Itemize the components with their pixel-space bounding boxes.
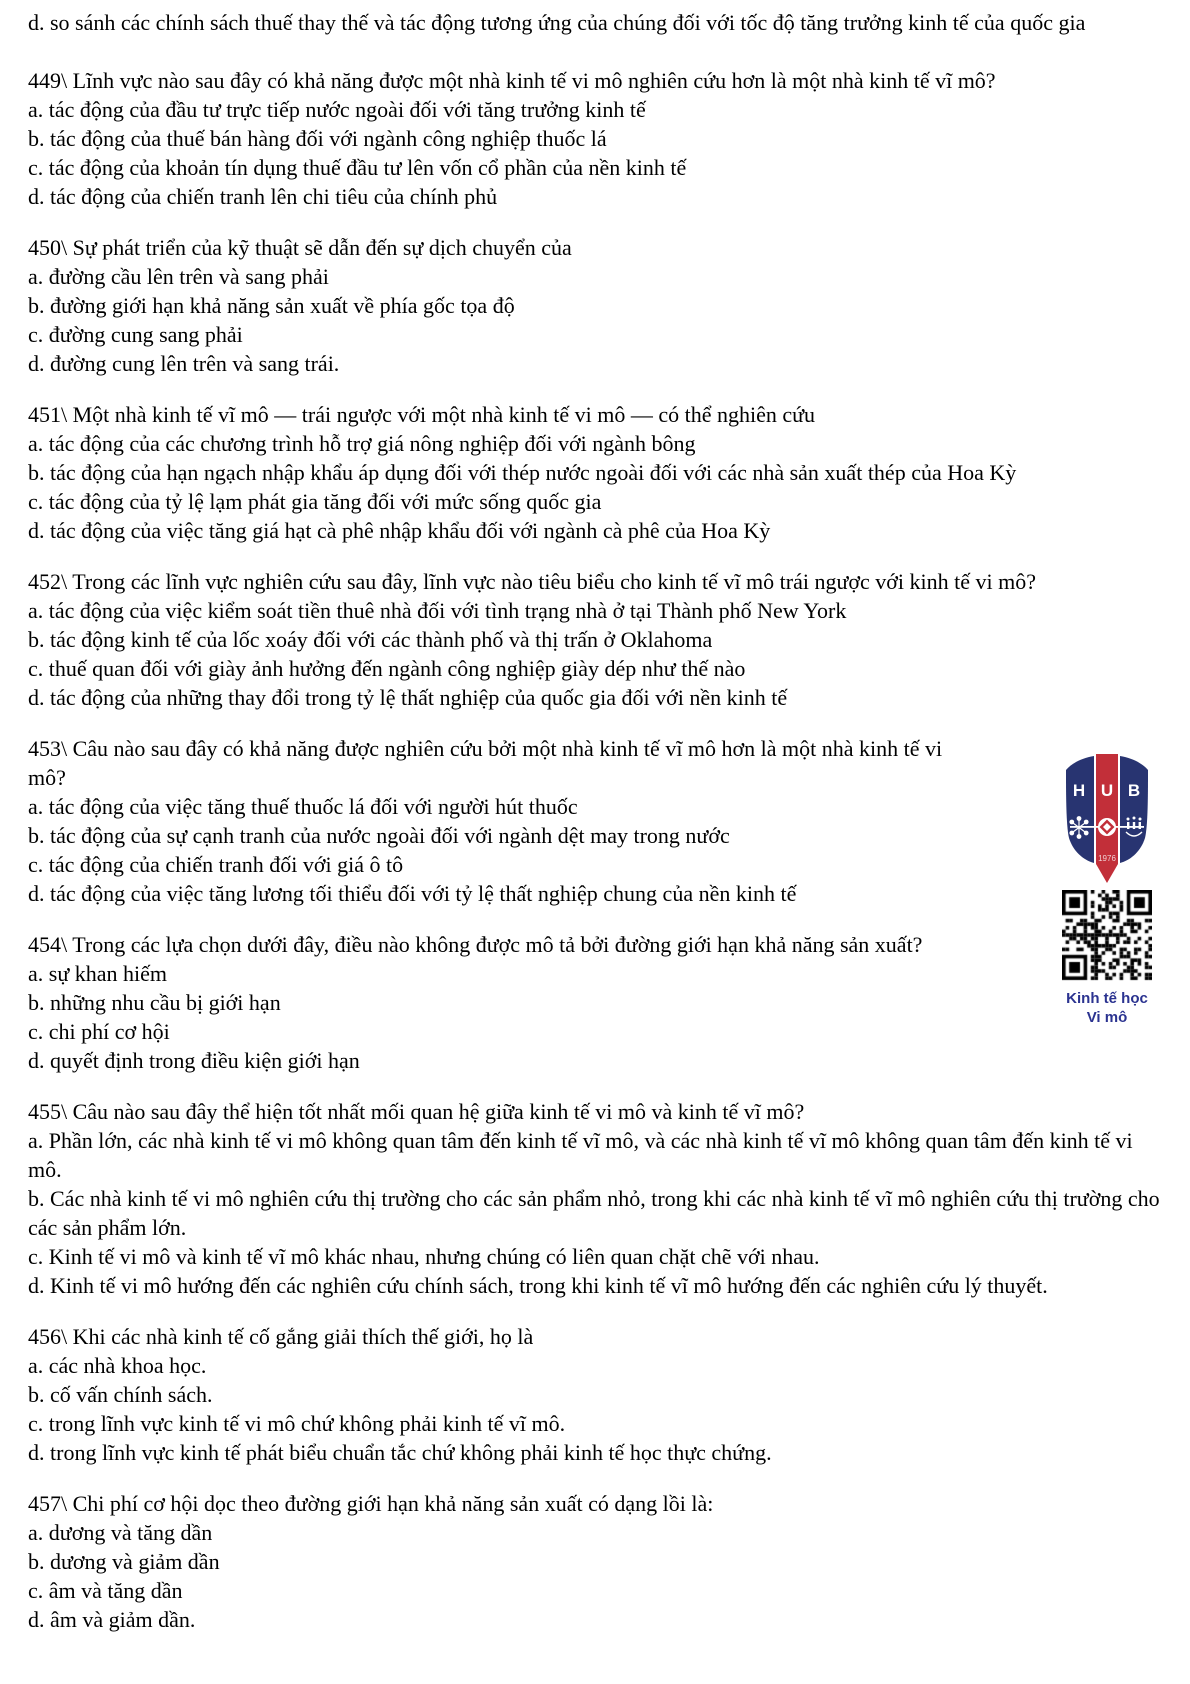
option-c: c. tác động của chiến tranh đối với giá ô tô [28,852,404,877]
question-456 [28,1322,1168,1467]
option-b: b. cố vấn chính sách. [28,1382,213,1407]
logo-letter-h: H [1072,781,1086,800]
option-b: b. tác động của thuế bán hàng đối với ngành công nghiệp thuốc lá [28,126,607,151]
option-c: c. trong lĩnh vực kinh tế vi mô chứ không phải kinh tế vĩ mô. [28,1411,566,1436]
branding-block [1040,750,1174,1027]
qr-caption-line1: Kinh tế học [1066,990,1148,1007]
coin-emblem [1098,818,1116,836]
option-a: a. đường cầu lên trên và sang phải [28,264,329,289]
option-d: d. tác động của việc tăng giá hạt cà phê nhập khẩu đối với ngành cà phê của Hoa Kỳ [28,518,771,543]
option-b: b. tác động của hạn ngạch nhập khẩu áp dụng đối với thép nước ngoài đối với các nhà sản xuất thép của Hoa Kỳ [28,460,1017,485]
option-a: a. sự khan hiếm [28,961,168,986]
logo-letter-b: B [1127,781,1141,800]
option-d: d. quyết định trong điều kiện giới hạn [28,1048,360,1073]
question-text: 452\ Trong các lĩnh vực nghiên cứu sau đây, lĩnh vực nào tiêu biểu cho kinh tế vĩ mô trái ngược với kinh tế vi mô? [28,569,1037,594]
logo-letter-u: U [1100,781,1114,800]
option-b: b. đường giới hạn khả năng sản xuất về phía gốc tọa độ [28,293,515,318]
question-449 [28,66,1168,211]
question-text: 449\ Lĩnh vực nào sau đây có khả năng được một nhà kinh tế vi mô nghiên cứu hơn là một nhà kinh tế vĩ mô? [28,68,996,93]
option-a: a. tác động của đầu tư trực tiếp nước ngoài đối với tăng trưởng kinh tế [28,97,646,122]
question-text: 453\ Câu nào sau đây có khả năng được nghiên cứu bởi một nhà kinh tế vĩ mô hơn là một nhà kinh tế vi mô? [28,736,943,790]
option-d: d. âm và giảm dần. [28,1607,196,1632]
option-c: c. Kinh tế vi mô và kinh tế vĩ mô khác nhau, nhưng chúng có liên quan chặt chẽ với nhau. [28,1244,820,1269]
question-452 [28,567,1168,712]
qr-code [1062,890,1152,982]
option-d: d. tác động của những thay đổi trong tỷ lệ thất nghiệp của quốc gia đối với nền kinh tế [28,685,788,710]
hub-university-logo [1063,750,1151,885]
option-d: d. đường cung lên trên và sang trái. [28,351,340,376]
question-text: 455\ Câu nào sau đây thể hiện tốt nhất mối quan hệ giữa kinh tế vi mô và kinh tế vĩ mô? [28,1099,805,1124]
option-a: a. tác động của việc tăng thuế thuốc lá đối với người hút thuốc [28,794,578,819]
option-a: a. Phần lớn, các nhà kinh tế vi mô không quan tâm đến kinh tế vĩ mô, và các nhà kinh tế vĩ mô không quan tâm đến kinh tế vi mô. [28,1128,1133,1182]
question-455 [28,1097,1168,1300]
option-c: c. chi phí cơ hội [28,1019,170,1044]
option-d: d. tác động của việc tăng lương tối thiểu đối với tỷ lệ thất nghiệp chung của nền kinh tế [28,881,797,906]
option-c: c. tác động của khoản tín dụng thuế đầu tư lên vốn cổ phần của nền kinh tế [28,155,687,180]
option-c: c. thuế quan đối với giày ảnh hưởng đến ngành công nghiệp giày dép như thế nào [28,656,746,681]
qr-caption [1040,989,1174,1027]
option-c: c. đường cung sang phải [28,322,243,347]
option-a: a. dương và tăng dần [28,1520,213,1545]
question-450 [28,233,1168,378]
document-text-column [28,8,1168,1634]
option-b: b. những nhu cầu bị giới hạn [28,990,281,1015]
option-b: b. tác động kinh tế của lốc xoáy đối với các thành phố và thị trấn ở Oklahoma [28,627,713,652]
option-c: c. tác động của tỷ lệ lạm phát gia tăng đối với mức sống quốc gia [28,489,602,514]
logo-year: 1976 [1098,854,1116,863]
option-b: b. Các nhà kinh tế vi mô nghiên cứu thị trường cho các sản phẩm nhỏ, trong khi các nhà kinh tế vĩ mô nghiên cứu thị trường cho các sản phẩm lớn. [28,1186,1160,1240]
question-457 [28,1489,1168,1634]
question-text: 456\ Khi các nhà kinh tế cố gắng giải thích thế giới, họ là [28,1324,534,1349]
option-b: b. dương và giảm dần [28,1549,220,1574]
option-a: a. tác động của các chương trình hỗ trợ giá nông nghiệp đối với ngành bông [28,431,696,456]
question-text: 451\ Một nhà kinh tế vĩ mô — trái ngược với một nhà kinh tế vi mô — có thể nghiên cứu [28,402,816,427]
question-451 [28,400,1168,545]
option-d: d. Kinh tế vi mô hướng đến các nghiên cứu chính sách, trong khi kinh tế vĩ mô hướng đến các nghiên cứu lý thuyết. [28,1273,1048,1298]
question-text: 454\ Trong các lựa chọn dưới đây, điều nào không được mô tả bởi đường giới hạn khả năng sản xuất? [28,932,923,957]
option-a: a. tác động của việc kiểm soát tiền thuê nhà đối với tình trạng nhà ở tại Thành phố New York [28,598,847,623]
question-text: 450\ Sự phát triển của kỹ thuật sẽ dẫn đến sự dịch chuyển của [28,235,572,260]
intro-paragraph: d. so sánh các chính sách thuế thay thế và tác động tương ứng của chúng đối với tốc độ tăng trưởng kinh tế của quốc gia [28,10,1086,35]
question-text: 457\ Chi phí cơ hội dọc theo đường giới hạn khả năng sản xuất có dạng lồi là: [28,1491,714,1516]
option-c: c. âm và tăng dần [28,1578,183,1603]
question-453 [28,734,1168,908]
question-454 [28,930,1168,1075]
option-b: b. tác động của sự cạnh tranh của nước ngoài đối với ngành dệt may trong nước [28,823,730,848]
qr-caption-line2: Vi mô [1086,1009,1128,1026]
option-d: d. tác động của chiến tranh lên chi tiêu của chính phủ [28,184,498,209]
option-a: a. các nhà khoa học. [28,1353,207,1378]
option-d: d. trong lĩnh vực kinh tế phát biểu chuẩn tắc chứ không phải kinh tế học thực chứng. [28,1440,772,1465]
